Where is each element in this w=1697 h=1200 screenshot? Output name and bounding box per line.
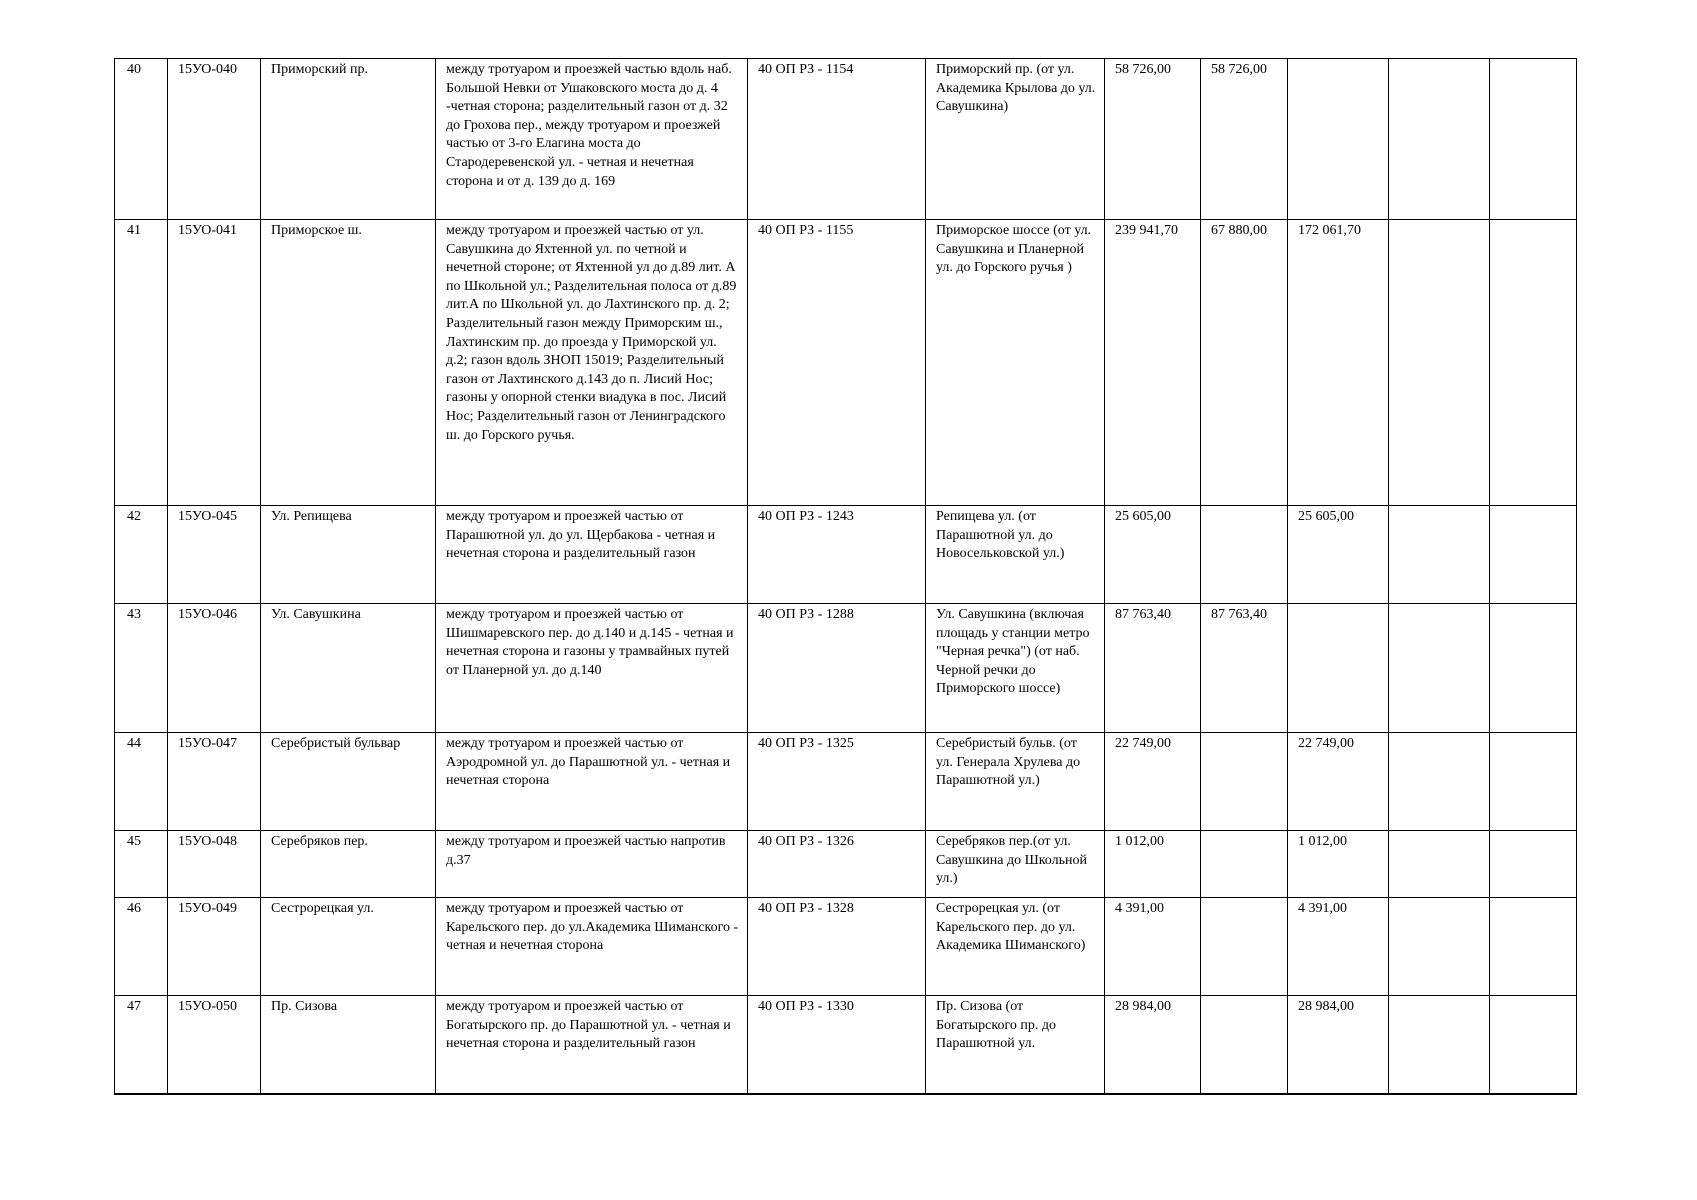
description-cell: между тротуаром и проезжей частью вдоль наб. Большой Невки от Ушаковского моста до д. 4 -четная сторона; разделительный газон от д. 32 до Грохова пер., между тротуаром и проезжей частью от 3-го Елагина моста до Стародеревенской ул. - четная и нечетная сторона и от д. 139 до д. 169 [436, 59, 748, 220]
object-code-cell: 15УО-041 [168, 220, 261, 506]
area-part-a-cell [1201, 506, 1288, 604]
area-total-cell: 28 984,00 [1105, 996, 1201, 1094]
object-code-cell: 15УО-047 [168, 733, 261, 831]
object-code-cell: 15УО-040 [168, 59, 261, 220]
area-part-b-cell: 25 605,00 [1288, 506, 1389, 604]
empty-cell-9 [1389, 604, 1490, 733]
area-part-b-cell: 28 984,00 [1288, 996, 1389, 1094]
empty-cell-10 [1490, 604, 1577, 733]
description-cell: между тротуаром и проезжей частью от Парашютной ул. до ул. Щербакова - четная и нечетная сторона и разделительный газон [436, 506, 748, 604]
empty-cell-9 [1389, 59, 1490, 220]
area-total-cell: 58 726,00 [1105, 59, 1201, 220]
row-number-cell: 41 [115, 220, 168, 506]
area-total-cell: 22 749,00 [1105, 733, 1201, 831]
area-part-a-cell [1201, 733, 1288, 831]
road-code-cell: 40 ОП РЗ - 1154 [748, 59, 926, 220]
area-part-a-cell: 87 763,40 [1201, 604, 1288, 733]
table-row [115, 220, 1577, 506]
description-cell: между тротуаром и проезжей частью от Карельского пер. до ул.Академика Шиманского - четная и нечетная сторона [436, 898, 748, 996]
description-cell: между тротуаром и проезжей частью от Аэродромной ул. до Парашютной ул. - четная и нечетная сторона [436, 733, 748, 831]
area-part-b-cell [1288, 604, 1389, 733]
description-cell: между тротуаром и проезжей частью от Богатырского пр. до Парашютной ул. - четная и нечетная сторона и разделительный газон [436, 996, 748, 1094]
empty-cell-10 [1490, 220, 1577, 506]
object-code-cell: 15УО-046 [168, 604, 261, 733]
table-row [115, 898, 1577, 996]
area-total-cell: 25 605,00 [1105, 506, 1201, 604]
area-part-b-cell: 1 012,00 [1288, 831, 1389, 898]
object-code-cell: 15УО-050 [168, 996, 261, 1094]
road-name-cell: Пр. Сизова (от Богатырского пр. до Парашютной ул. [926, 996, 1105, 1094]
row-number-cell: 40 [115, 59, 168, 220]
description-cell: между тротуаром и проезжей частью от ул. Савушкина до Яхтенной ул. по четной и нечетной стороне; от Яхтенной ул до д.89 лит. А по Школьной ул.; Разделительная полоса от д.89 лит.А по Школьной ул. до Лахтинского пр. д. 2; Разделительный газон между Приморским ш., Лахтинским пр. до проезда у Приморской ул. д.2; газон вдоль ЗНОП 15019; Разделительный газон от Лахтинского д.143 до п. Лисий Нос; газоны у опорной стенки виадука в пос. Лисий Нос; Разделительный газон от Ленинградского ш. до Горского ручья. [436, 220, 748, 506]
row-number-cell: 45 [115, 831, 168, 898]
street-name-cell: Серебряков пер. [261, 831, 436, 898]
empty-cell-9 [1389, 996, 1490, 1094]
area-total-cell: 1 012,00 [1105, 831, 1201, 898]
area-part-a-cell: 67 880,00 [1201, 220, 1288, 506]
road-name-cell: Сестрорецкая ул. (от Карельского пер. до ул. Академика Шиманского) [926, 898, 1105, 996]
empty-cell-10 [1490, 59, 1577, 220]
empty-cell-9 [1389, 898, 1490, 996]
area-part-a-cell [1201, 996, 1288, 1094]
road-name-cell: Приморское шоссе (от ул. Савушкина и Планерной ул. до Горского ручья ) [926, 220, 1105, 506]
area-part-a-cell [1201, 831, 1288, 898]
empty-cell-10 [1490, 831, 1577, 898]
table-row [115, 831, 1577, 898]
road-name-cell: Приморский пр. (от ул. Академика Крылова до ул. Савушкина) [926, 59, 1105, 220]
empty-cell-10 [1490, 996, 1577, 1094]
object-code-cell: 15УО-045 [168, 506, 261, 604]
area-part-b-cell: 172 061,70 [1288, 220, 1389, 506]
road-code-cell: 40 ОП РЗ - 1243 [748, 506, 926, 604]
empty-cell-10 [1490, 898, 1577, 996]
area-part-b-cell [1288, 59, 1389, 220]
description-cell: между тротуаром и проезжей частью напротив д.37 [436, 831, 748, 898]
street-name-cell: Сестрорецкая ул. [261, 898, 436, 996]
object-code-cell: 15УО-049 [168, 898, 261, 996]
empty-cell-10 [1490, 506, 1577, 604]
road-code-cell: 40 ОП РЗ - 1325 [748, 733, 926, 831]
empty-cell-9 [1389, 506, 1490, 604]
row-number-cell: 44 [115, 733, 168, 831]
area-part-a-cell [1201, 898, 1288, 996]
area-part-a-cell: 58 726,00 [1201, 59, 1288, 220]
road-name-cell: Серебристый бульв. (от ул. Генерала Хрулева до Парашютной ул.) [926, 733, 1105, 831]
street-name-cell: Ул. Савушкина [261, 604, 436, 733]
empty-cell-9 [1389, 831, 1490, 898]
object-code-cell: 15УО-048 [168, 831, 261, 898]
street-name-cell: Серебристый бульвар [261, 733, 436, 831]
street-name-cell: Пр. Сизова [261, 996, 436, 1094]
area-total-cell: 87 763,40 [1105, 604, 1201, 733]
row-number-cell: 42 [115, 506, 168, 604]
empty-cell-10 [1490, 733, 1577, 831]
table-row [115, 506, 1577, 604]
road-code-cell: 40 ОП РЗ - 1328 [748, 898, 926, 996]
table-row [115, 733, 1577, 831]
data-table [114, 58, 1577, 1095]
table-row [115, 604, 1577, 733]
empty-cell-9 [1389, 220, 1490, 506]
street-name-cell: Приморский пр. [261, 59, 436, 220]
road-code-cell: 40 ОП РЗ - 1288 [748, 604, 926, 733]
table-row [115, 996, 1577, 1094]
area-part-b-cell: 22 749,00 [1288, 733, 1389, 831]
road-code-cell: 40 ОП РЗ - 1330 [748, 996, 926, 1094]
area-total-cell: 4 391,00 [1105, 898, 1201, 996]
road-name-cell: Репищева ул. (от Парашютной ул. до Новосельковской ул.) [926, 506, 1105, 604]
street-name-cell: Ул. Репищева [261, 506, 436, 604]
table-row [115, 59, 1577, 220]
street-name-cell: Приморское ш. [261, 220, 436, 506]
road-code-cell: 40 ОП РЗ - 1326 [748, 831, 926, 898]
area-part-b-cell: 4 391,00 [1288, 898, 1389, 996]
description-cell: между тротуаром и проезжей частью от Шишмаревского пер. до д.140 и д.145 - четная и нечетная сторона и газоны у трамвайных путей от Планерной ул. до д.140 [436, 604, 748, 733]
empty-cell-9 [1389, 733, 1490, 831]
row-number-cell: 46 [115, 898, 168, 996]
area-total-cell: 239 941,70 [1105, 220, 1201, 506]
road-name-cell: Серебряков пер.(от ул. Савушкина до Школьной ул.) [926, 831, 1105, 898]
road-code-cell: 40 ОП РЗ - 1155 [748, 220, 926, 506]
row-number-cell: 43 [115, 604, 168, 733]
row-number-cell: 47 [115, 996, 168, 1094]
road-name-cell: Ул. Савушкина (включая площадь у станции метро "Черная речка") (от наб. Черной речки до Приморского шоссе) [926, 604, 1105, 733]
